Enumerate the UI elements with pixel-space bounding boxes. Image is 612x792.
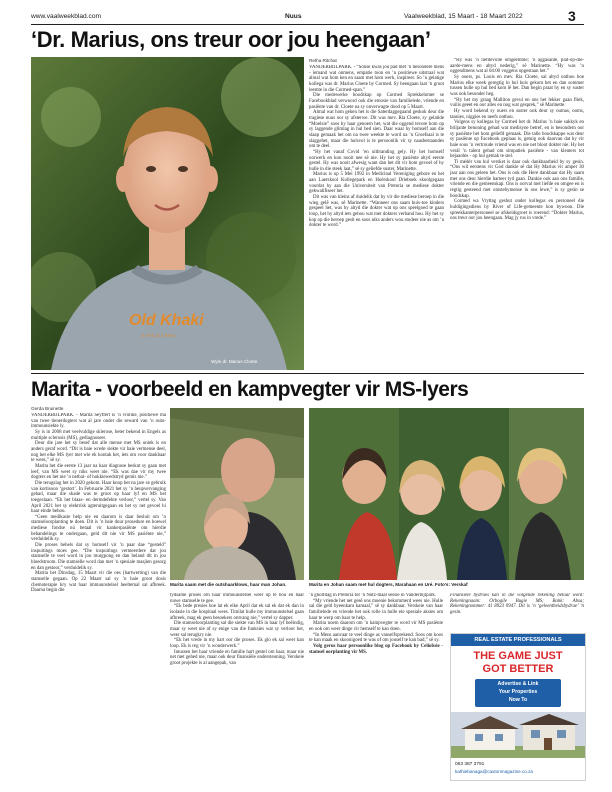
paragraph: ’n gholfdag in Pretoria tot ’n Nutz-maal sessie in Vanderbijlpark. bbox=[309, 593, 437, 598]
paragraph: “In Mens aanvaar te veel dinge as vanselfsprekend. Soos om koos te kan maak en skoonigoed te was of om jouself te kan bad,” sê sy. bbox=[309, 632, 443, 644]
paragraph: tydsame proses om haar immuunstelsel weer op te bou en haar nuwe stamselle te gee. bbox=[170, 593, 304, 604]
masthead-issue: Vaalweekblad, 15 Maart - 18 Maart 2022 bbox=[404, 13, 523, 20]
paragraph: “Hy het my graag Malliton gevul en ons het lekker gaan fliek, vuilis geeet en oor alles en nog wat gesprek,” sê Marinette. bbox=[450, 97, 584, 109]
paragraph: Die proses behels dat sy homself vir ’n paar dae “gesteld” inspuitings moes gee. “Die inspuitings vermeerdere dat jou stamselle te veel word in jou murgpong en dan beland dit in jou bloedstroom. Die stamselle word dan met ’n spesiale masjien gesorg en dan gestoor,” verduidelik sy. bbox=[31, 543, 166, 571]
paragraph: Cormed wa Vryttag geshut onder kollegas en personeel die huldigingsdiens by River of Life-gemeente kon bywoon. Die spreekkamerpersoneel se afskeidsgroet is roerend: “Dokter Marius, ons treur oor jou heengaan. Mag jy rus in vrede.” bbox=[450, 199, 584, 222]
family-photo-drawing bbox=[309, 408, 584, 580]
story1-headline: ‘Dr. Marius, ons treur oor jou heengaan’ bbox=[31, 27, 431, 52]
advert-headline-line1: THE GAME JUST bbox=[473, 650, 563, 662]
paragraph: Die terugslag het in 2020 gekom. Haar knop het na jare se gebruik van kortisoon ‘gestort’. In Februarie 2021 het sy ’n heupvervanging gehad, maar die skade was te groot op haar lyf en MS het toegeslaan. “Ek het blaas- en dermdefekte verloor,” vertel sy. Van April 2021 het sy elektrisk agteruitgegaan en het sy net gevoel hi haar einde behou. bbox=[31, 480, 166, 515]
advert-cta-line3: Now To bbox=[508, 697, 528, 703]
story-divider bbox=[31, 373, 584, 374]
advert-phone[interactable]: 063 387 3791 bbox=[455, 762, 485, 767]
house-icon bbox=[451, 712, 585, 758]
paragraph: Ti médér van hul versket is daar ook dankbaarheid by sy gesin. “Ons wil eerstens vir God dankie sê dat Hy Marius vir amper 30 jaar aan ons geleen het. Ons is ook die Here dankbaar dat Hy saam met ons deur hierdie harteer tyd gaan. Dankie ook aan ons familie, vriende en die gemeenskap. Ons is oorval met liefde en omgee en is regtig gesteend met omstebymense in ons lewe,” is sy gesin se boodskap. bbox=[450, 159, 584, 199]
couple-photo-caption: Marita saam met die outshaarklows, haar man Johan. bbox=[170, 582, 287, 587]
paragraph: Marita het Dinsdag, 15 Maart vir die oes (hartwerting) van die stamselle gegaan. Op 22 Maart sal sy ’n baie groot dosis chemoterapie kry wat haar immuunstelsel heeltemal sal afbreek. Daarna begin die bbox=[31, 571, 166, 594]
story2-column-3 bbox=[309, 593, 443, 779]
paragraph: Deur die jare het sy besef dat alle mense met MS uniek is en anders geraf word. “Dit is baie wrede siekte vir baie vermense deel, nog het elke MS lyer met wie ek kontak het, iets om voor dankbaar te wees,” sê sy. bbox=[31, 441, 166, 464]
paragraph: Volg gerus haar persoonlike blog op Facebook by Celiobsie - stamsel oorplanting vir MS. bbox=[309, 643, 443, 655]
story1-byline: Retha Ritchat bbox=[309, 58, 337, 63]
masthead-website: www.vaalweekblad.com bbox=[31, 13, 101, 20]
advert-title: REAL ESTATE PROFESSIONALS bbox=[474, 637, 562, 643]
paragraph: Almal wat hom geken het is die Saterdaggegaand geskok deur die tragiese nuus oor sy afsterwe. Dit was mev. Ria Cloete, sy gelatide “Moelsie” soos hy haar genoem het, wat die oggend tevore hom op sy laggende glimlag in hul bed sien. Daar waar hy homself aan die slaap gemaak het om na twee weekte te word na ’n Groefsaal is te slaggehet, maar die hulsvol is te persoonlik vir sy naasbestaandes om te deel. bbox=[309, 110, 444, 150]
paragraph: Marita het die eerste 13 jaar na haar diagnose beskut sy gaan met leef, van MS weet sy niks weet nie. “Ek was dae vir my twee dogters en het nie ’n netbal- of hokkiewedstryd gemis nie.” bbox=[31, 463, 166, 481]
donation-details bbox=[450, 593, 584, 627]
portrait-photo bbox=[31, 57, 304, 370]
paragraph: Die stamseloorplanting sal die siekte van MS in haar lyf beëindig, maar sy weet nie of sy enige van die funksies wat sy verloor het, weer sal terugkry nie. bbox=[170, 621, 304, 638]
couple-photo-drawing bbox=[170, 408, 304, 580]
paragraph: Sy is in 2008 met veelvuldige sklerose, beter bekend in Engels as multiple sclerosis (MS), gediagnoseer. bbox=[31, 429, 166, 441]
couple-photo bbox=[170, 408, 304, 580]
advert-headline-line2: GOT BETTER bbox=[482, 663, 554, 675]
paragraph: Volgens sy kollegas by Cormed het dr. Marius ’n baie sakkyk en briljante benoning gehad wat medisyne betref, en is besondern oor sy pasiënte het hom geliefd gemaak. Die talle boodskappe wat deur sy pasiënte op Facebook geplaas is, getuig ook daarvan dat hy vir baie soos ’n vertroude vriend was en nie net bloot dokter nie. Hy het verál ’n talent gehad om simpatiek pasiënte - van kleuters tot bejaardes - op hul gemak te stel. bbox=[450, 120, 584, 160]
paragraph: Marita noem daarom om ’n kampvegter te word vir MS pasiënte en ook om weer dinge vir hemself te kan doen. bbox=[309, 621, 443, 632]
story2-headline: Marita - voorbeeld en kampvegter vir MS-lyers bbox=[31, 378, 469, 401]
portrait-caption: Wyle dr. Marius Cloete. bbox=[211, 359, 259, 364]
story1-column-1 bbox=[309, 65, 444, 370]
family-photo bbox=[309, 408, 584, 580]
advert-email[interactable]: kathiebanaga@caxtonmagazine.co.za bbox=[455, 769, 533, 774]
shirt-logo-subtext: S I N C E 1 9 8 5 bbox=[141, 333, 175, 338]
story1-column-2 bbox=[450, 58, 584, 370]
paragraph: VANDERBIJLPARK. - Marita Seyffert is ’n vrolike, positiewe ma van twee tienerdogters wat al jare onder die seward van ’n outo-immuunsiekte ly. bbox=[31, 413, 166, 430]
real-estate-advert[interactable] bbox=[450, 633, 586, 781]
shirt-logo-text: Old Khaki bbox=[129, 312, 204, 329]
paragraph: “My vriende het net gesê ons moenie bekommerd wees nie. Hulle sal die geld byeenkam kamaal,” sê sy dankbaar. Verskeie van haar familielede en vriende het ook rolle in hulle eie spesiale aksies om haar te werp om haar te help. bbox=[309, 598, 443, 621]
paragraph: VANDERBIJLPARK. - “Sonse kwas jou pad met ’n besondere mens - iemand wat onmens, empatie toon en ’n positiewe uitstraal wat almal wat hom ken en saam met hom werk, inspireer. So ’n gelatige kollega was dr. Marius Cloete by Cormed. Sy heengaan laat ’n groot leemte in die Cormed-span.” bbox=[309, 65, 444, 93]
advert-house-image bbox=[451, 712, 585, 758]
paragraph: Sy ouers, ps. Louis en mev. Ria Cloete, sal altyd onthou hoe Marius elke week geregtig in hul huis gekom het en dan sommer tussen hulle op hul bed kom lê het. Dan begin praat hy en sy suster was ook besonder heg. bbox=[450, 74, 584, 97]
page-number: 3 bbox=[568, 8, 576, 24]
masthead-section: Nuus bbox=[285, 13, 302, 20]
paragraph: “Geen medikasie help nie en daarom is daar besluit om ’n stamseloorplanting te doen. Dit is ’n baie duur prosedure en hoewel mediese fondse nú betaal vir kankerpasiënte om hierdie behandelings te ondergaan, geld dit nie vir MS pasiënte nie,” verduidelik sy. bbox=[31, 514, 166, 543]
masthead-rule bbox=[31, 24, 584, 25]
paragraph: Dit was van kleins af duidelik dat hy vir die mediese beroep in die wieg gelê was, sê Marinette. “Wanneer ons saam huis-toe kinders gespeel het, was hy altyd die dokter wat op ons speelgoed te gaan loop, het hy altyd iets gehou wat met dokters verband hou. Hy het sy kop op die beroep gesit en soos niks anders wou studeer nie as om ’n dokter te word.” bbox=[309, 195, 444, 229]
advert-cta-line1: Advertise & Link bbox=[497, 681, 539, 687]
paragraph: “Ek bede presies hoe lat ek elke April dat ek sal ek dat ek dan in isolasie in die hospitaal wees. Timilat hulle my immuunstelsel gaan afbreek, mag ek geen besoekers ontvang nie,” vertel sy dapper. bbox=[170, 604, 304, 621]
paragraph: Marius is op 5 Mei 1992 in Medicinal Vereniging gebore en het aan Laerskool Kollegepark en Hoërskool Drieboek skoolgegaan voordat hy aan die Universiteit van Pretoria se mediese dokter gekwalifiseer het. bbox=[309, 172, 444, 195]
paragraph: Die medewerke boodskap op Cormed Sprekkelomer se Facebookblad verwoord ook die emosie van familielede, vriende en pasiënte van dr. Cloete na sy onverwagte dood op 5 Maart. bbox=[309, 93, 444, 110]
story2-column-1 bbox=[31, 413, 166, 779]
paragraph: “Ek het vrede in my hart oor die proses. Ek glo ek sal weer kan loop. Ek is reg vir ’n wonderwerk.” bbox=[170, 638, 304, 649]
paragraph: “Hy was ’n liefdevolle omgeemme; ’n aggasante, plat-op-die-aarde-mens en altyd nederig,” sê Marinette. “Hy was ’n oggendmens wat al 04:00 voggens opgestaan het.” bbox=[450, 58, 584, 75]
advert-cta-line2: Your Properties bbox=[498, 689, 538, 695]
family-photo-caption: Marita en Johan saam met hul dogters, Marahaan en Uré. Foto’s: Verskaf bbox=[309, 582, 468, 587]
story2-byline: Gerda Bruinette bbox=[31, 406, 64, 411]
paragraph: Finansiële bydraes kan in die volgende rekening betaal word: Rekeningnaam: Orbogile Bugie MS; Bank: Absa; Rekeningnommer: 41 8923 0947. Dit is ’n ‘geleentheidsbydrae’ ’n gesin. bbox=[450, 593, 584, 615]
story2-column-2 bbox=[170, 593, 304, 779]
paragraph: “Hy het vanaf Covid ’en uitbranding gely. Hy het homself oorwerk en kon nooit nee sê nie. Hy het sy pasiënte altyd eerste gestel. Hy was nooit afwesig want dan het dit vir hom gevoel of hy hulle in die steek laat,” sê sy geliefde suster, Marinette. bbox=[309, 149, 444, 172]
paragraph: Hy word bekend sy ouers en suster ook deur sy oumas, ooms, tannies, niggies en neefs onthou. bbox=[450, 108, 584, 120]
paragraph: Intussen het haar vriende en familie hart gestel om haar, maar nie net met gebed nie, maar ook deur finansiële ondersteuning. Verskeie groot projekte is al aangepak, van bbox=[170, 649, 304, 666]
